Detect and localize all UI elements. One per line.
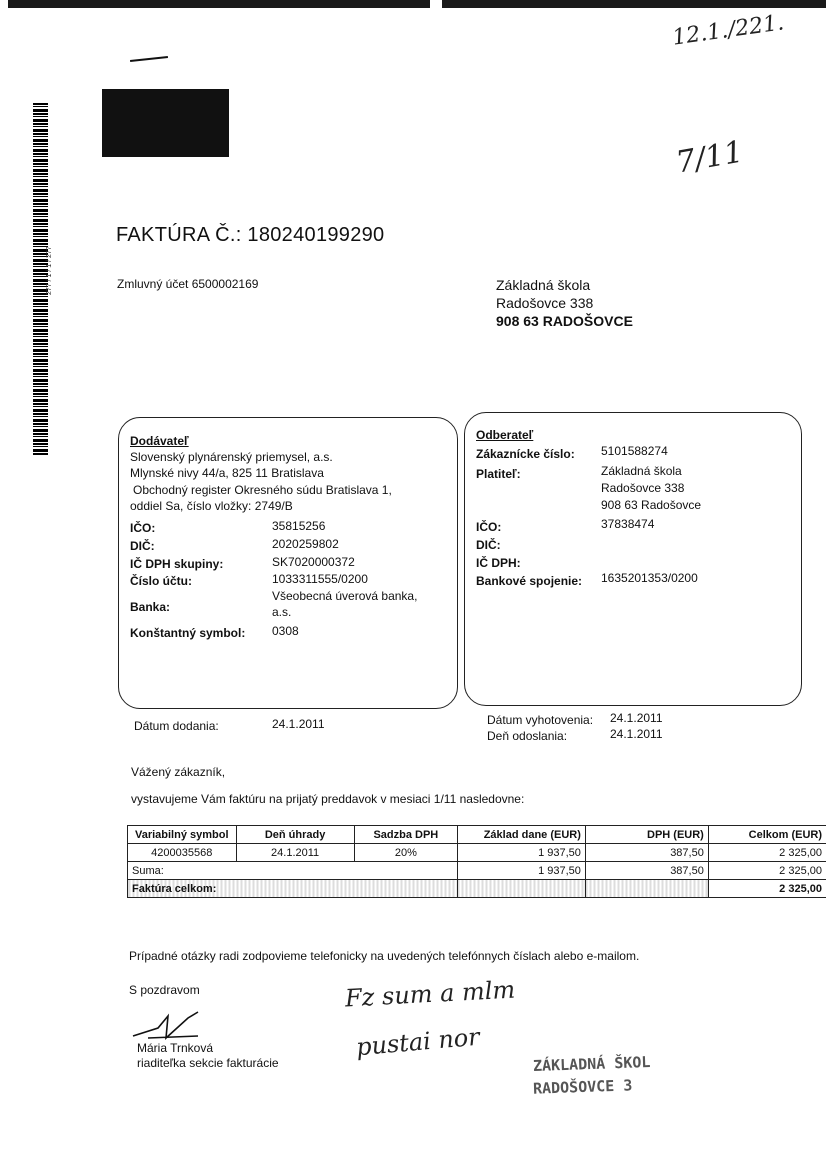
handwritten-mark: 7/11 — [673, 134, 746, 181]
issued-date: 24.1.2011 — [610, 711, 663, 725]
total-spacer-2 — [585, 880, 708, 898]
payer-label: Platiteľ: — [476, 467, 521, 481]
supplier-ks-label: Konštantný symbol: — [130, 626, 246, 640]
supplier-address: Mlynské nivy 44/a, 825 11 Bratislava — [130, 466, 324, 480]
delivery-date-label: Dátum dodania: — [134, 719, 219, 733]
supplier-bank-label: Banka: — [130, 600, 171, 614]
invoice-table — [127, 825, 826, 898]
invoice-title: FAKTÚRA Č.: 180240199290 — [116, 224, 385, 246]
supplier-heading: Dodávateľ — [130, 434, 189, 448]
cell-vat-rate: 20% — [354, 844, 457, 862]
total-row — [128, 880, 826, 898]
supplier-name: Slovenský plynárenský priemysel, a.s. — [130, 450, 333, 464]
payer-line3: 908 63 Radošovce — [601, 498, 702, 512]
barcode-text: 277 / 1 / 1 / 277 — [46, 246, 53, 295]
sum-label: Suma: — [128, 862, 458, 880]
closing: S pozdravom — [129, 983, 200, 997]
sum-row — [128, 862, 826, 880]
supplier-ks: 0308 — [272, 624, 299, 638]
supplier-register2: oddiel Sa, číslo vložky: 2749/B — [130, 499, 293, 513]
cell-vat: 387,50 — [585, 844, 708, 862]
supplier-bank1: Všeobecná úverová banka, — [272, 589, 418, 603]
invoice-total: 2 325,00 — [708, 880, 826, 898]
sum-tax-base: 1 937,50 — [457, 862, 585, 880]
handwritten-note-2: pustai nor — [355, 1022, 481, 1062]
recipient-address — [496, 276, 633, 330]
payer-line2: Radošovce 338 — [601, 481, 685, 495]
customer-number-label: Zákaznícke číslo: — [476, 447, 575, 461]
customer-bank-label: Bankové spojenie: — [476, 574, 583, 588]
customer-dic-label: DIČ: — [476, 538, 501, 552]
signer-name: Mária Trnková — [137, 1041, 214, 1055]
col-vat: DPH (EUR) — [585, 826, 708, 844]
recipient-line2: Radošovce 338 — [496, 295, 594, 311]
sent-date-label: Deň odoslania: — [487, 729, 568, 743]
cell-payment-day: 24.1.2011 — [236, 844, 354, 862]
sum-vat: 387,50 — [585, 862, 708, 880]
handwritten-date: 12.1./221. — [670, 10, 786, 51]
cell-total: 2 325,00 — [708, 844, 826, 862]
contact-note: Prípadné otázky radi zodpovieme telefonicky na uvedených telefónnych číslach alebo e-mailom. — [129, 949, 640, 963]
supplier-account-label: Číslo účtu: — [130, 574, 192, 588]
customer-icdph-label: IČ DPH: — [476, 556, 521, 570]
payer-line1: Základná škola — [601, 464, 682, 478]
cell-variable-symbol: 4200035568 — [128, 844, 237, 862]
redaction-block — [102, 89, 229, 157]
sum-total: 2 325,00 — [708, 862, 826, 880]
contract-account — [117, 277, 258, 291]
scan-top-edge — [8, 0, 826, 8]
supplier-ico: 35815256 — [272, 519, 326, 533]
intro-text: vystavujeme Vám faktúru na prijatý preddavok v mesiaci 1/11 nasledovne: — [131, 792, 525, 806]
greeting: Vážený zákazník, — [131, 765, 226, 779]
recipient-line1: Základná škola — [496, 277, 591, 293]
school-stamp-line2: RADOŠOVCE 3 — [532, 1076, 633, 1098]
supplier-register1: Obchodný register Okresného súdu Bratislava 1, — [133, 483, 392, 497]
customer-bank: 1635201353/0200 — [601, 571, 698, 585]
signature — [128, 1008, 228, 1044]
school-stamp-line1: ZÁKLADNÁ ŠKOL — [532, 1052, 651, 1076]
supplier-dic-label: DIČ: — [130, 539, 155, 553]
sent-date: 24.1.2011 — [610, 727, 663, 741]
handwritten-note-1: Fz sum a mlm — [344, 975, 516, 1013]
supplier-bank2: a.s. — [272, 605, 292, 619]
supplier-icdph-label: IČ DPH skupiny: — [130, 557, 224, 571]
table-row — [128, 844, 826, 862]
total-spacer-1 — [457, 880, 585, 898]
supplier-ico-label: IČO: — [130, 521, 156, 535]
signer-title: riaditeľka sekcie fakturácie — [137, 1056, 279, 1070]
customer-ico-label: IČO: — [476, 520, 502, 534]
col-vat-rate: Sadzba DPH — [354, 826, 457, 844]
handwritten-dash — [130, 56, 168, 62]
total-label: Faktúra celkom: — [128, 880, 458, 898]
table-header-row — [128, 826, 826, 844]
recipient-line3: 908 63 RADOŠOVCE — [496, 313, 633, 329]
customer-heading: Odberateľ — [476, 428, 534, 442]
cell-tax-base: 1 937,50 — [457, 844, 585, 862]
customer-ico: 37838474 — [601, 517, 655, 531]
supplier-account: 1033311555/0200 — [272, 572, 368, 586]
contract-value: 6500002169 — [191, 277, 259, 291]
scan-top-gap — [430, 0, 442, 8]
issued-date-label: Dátum vyhotovenia: — [487, 713, 594, 727]
supplier-icdph: SK7020000372 — [272, 555, 355, 569]
col-variable-symbol: Variabilný symbol — [128, 826, 237, 844]
col-payment-day: Deň úhrady — [236, 826, 354, 844]
delivery-date: 24.1.2011 — [272, 717, 325, 731]
col-tax-base: Základ dane (EUR) — [457, 826, 585, 844]
customer-number: 5101588274 — [601, 444, 668, 458]
col-total: Celkom (EUR) — [708, 826, 826, 844]
contract-label: Zmluvný účet — [117, 277, 189, 291]
supplier-dic: 2020259802 — [272, 537, 339, 551]
